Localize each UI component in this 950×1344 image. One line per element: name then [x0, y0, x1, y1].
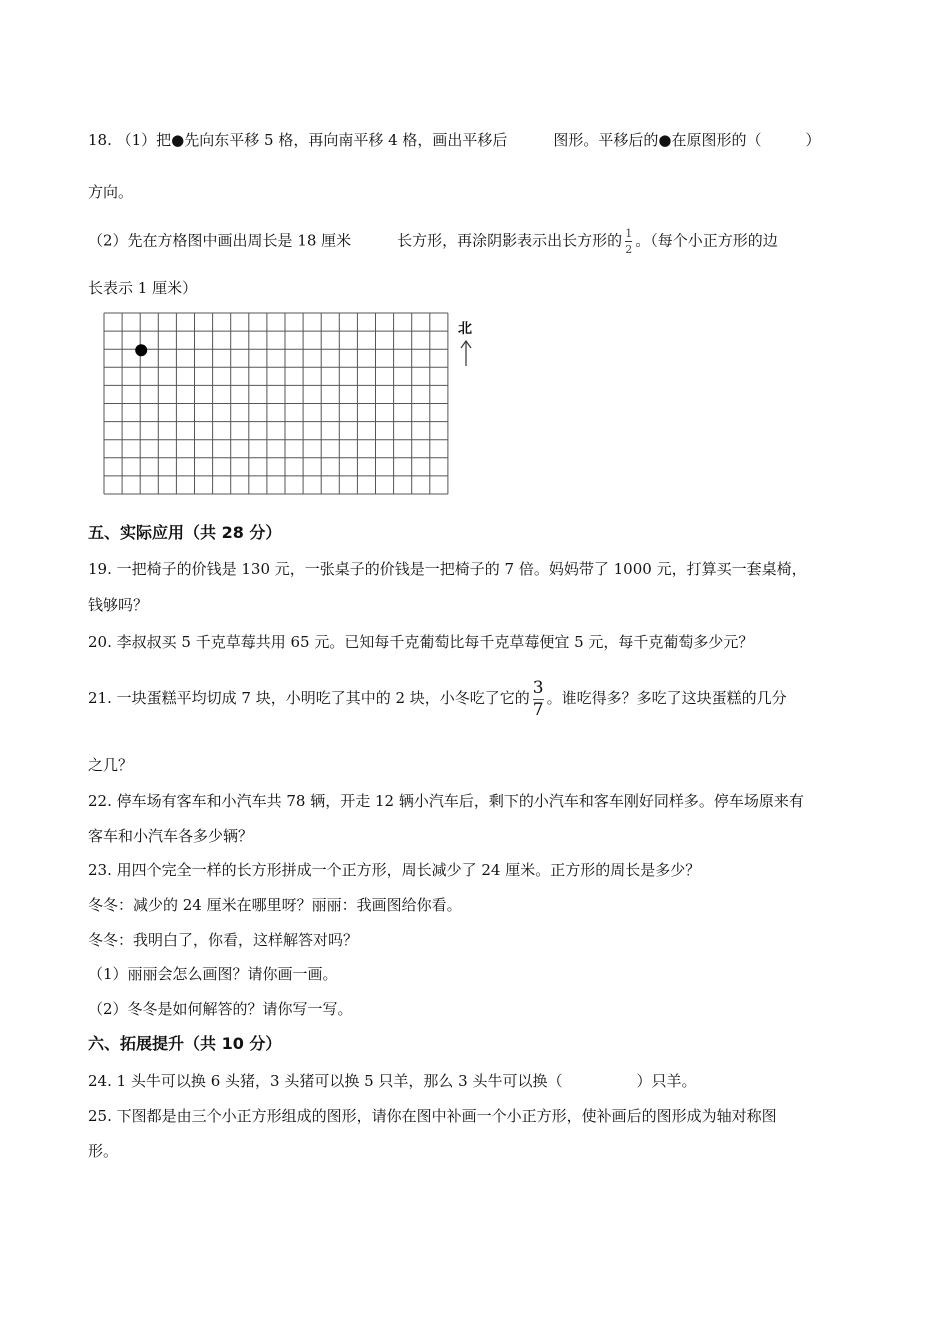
q24-line: [88, 1071, 697, 1091]
q18-text-a: 18. （1）把●先向东平移 5 格，再向南平移 4 格，画出平移后: [88, 131, 508, 149]
q23-line1: 23. 用四个完全一样的长方形拼成一个正方形，周长减少了 24 厘米。正方形的周长是多少？: [88, 861, 701, 879]
q18-unit-note: 长表示 1 厘米）: [88, 279, 198, 297]
square-grid[interactable]: [103, 312, 453, 504]
q21-line2: 之几？: [88, 756, 134, 774]
q18-line2: [88, 182, 133, 202]
q18-line1: [88, 130, 821, 150]
q18-answer-blank-close: ）: [805, 131, 821, 149]
q22-line2: 客车和小汽车各多少辆？: [88, 827, 254, 845]
north-arrow-icon: [458, 338, 474, 368]
q19-line1: 19. 一把椅子的价钱是 130 元，一张桌子的价钱是一把椅子的 7 倍。妈妈带了 1000 元，打算买一套桌椅，: [88, 560, 807, 578]
q18-part2-text-b: 长方形，再涂阴影表示出长方形的: [397, 231, 623, 250]
q18-part2-text-a: （2）先在方格图中画出周长是 18 厘米: [88, 231, 352, 250]
q21-text-b: 。谁吃得多？多吃了这块蛋糕的几分: [546, 689, 787, 707]
fraction-one-half: $\frac{1}{2}$: [625, 227, 633, 256]
q18-text-b: 图形。平移后的●在原图形的（: [553, 131, 762, 149]
north-label: 北: [458, 321, 472, 337]
q24-text-a: 24. 1 头牛可以换 6 头猪，3 头猪可以换 5 只羊，那么 3 头牛可以换（: [88, 1072, 563, 1090]
q23-line3: 冬冬：我明白了，你看，这样解答对吗？: [88, 931, 359, 949]
q19-line2: 钱够吗？: [88, 596, 149, 614]
q23-line5: （2）冬冬是如何解答的？请你写一写。: [88, 1000, 353, 1018]
section5-heading: 五、实际应用（共 28 分）: [88, 523, 282, 542]
q25-line1: 25. 下图都是由三个小正方形组成的图形，请你在图中补画一个小正方形，使补画后的图形成为轴对称图: [88, 1107, 777, 1125]
q22-line1: 22. 停车场有客车和小汽车共 78 辆，开走 12 辆小汽车后，剩下的小汽车和客车刚好同样多。停车场原来有: [88, 792, 804, 810]
q23-line4: （1）丽丽会怎么画图？请你画一画。: [88, 965, 338, 983]
q21-line1: [88, 675, 787, 721]
q24-text-b: ）只羊。: [636, 1072, 697, 1090]
q23-line2: 冬冬：减少的 24 厘米在哪里呀？丽丽：我画图给你看。: [88, 896, 462, 914]
fraction-three-sevenths: $\frac{3}{7}$: [532, 677, 544, 720]
q18-direction-text: 方向。: [88, 183, 134, 201]
q25-line2: 形。: [88, 1142, 119, 1160]
q18-line4: [88, 278, 197, 298]
q18-line3: [88, 228, 778, 255]
q20-line: 20. 李叔叔买 5 千克草莓共用 65 元。已知每千克葡萄比每千克草莓便宜 5 元，每千克葡萄多少元？: [88, 633, 754, 651]
grid-dot: [135, 344, 147, 356]
q18-part2-text-c: 。（每个小正方形的边: [635, 231, 778, 250]
q21-text-a: 21. 一块蛋糕平均切成 7 块，小明吃了其中的 2 块，小冬吃了它的: [88, 689, 530, 707]
section6-heading: 六、拓展提升（共 10 分）: [88, 1034, 282, 1053]
